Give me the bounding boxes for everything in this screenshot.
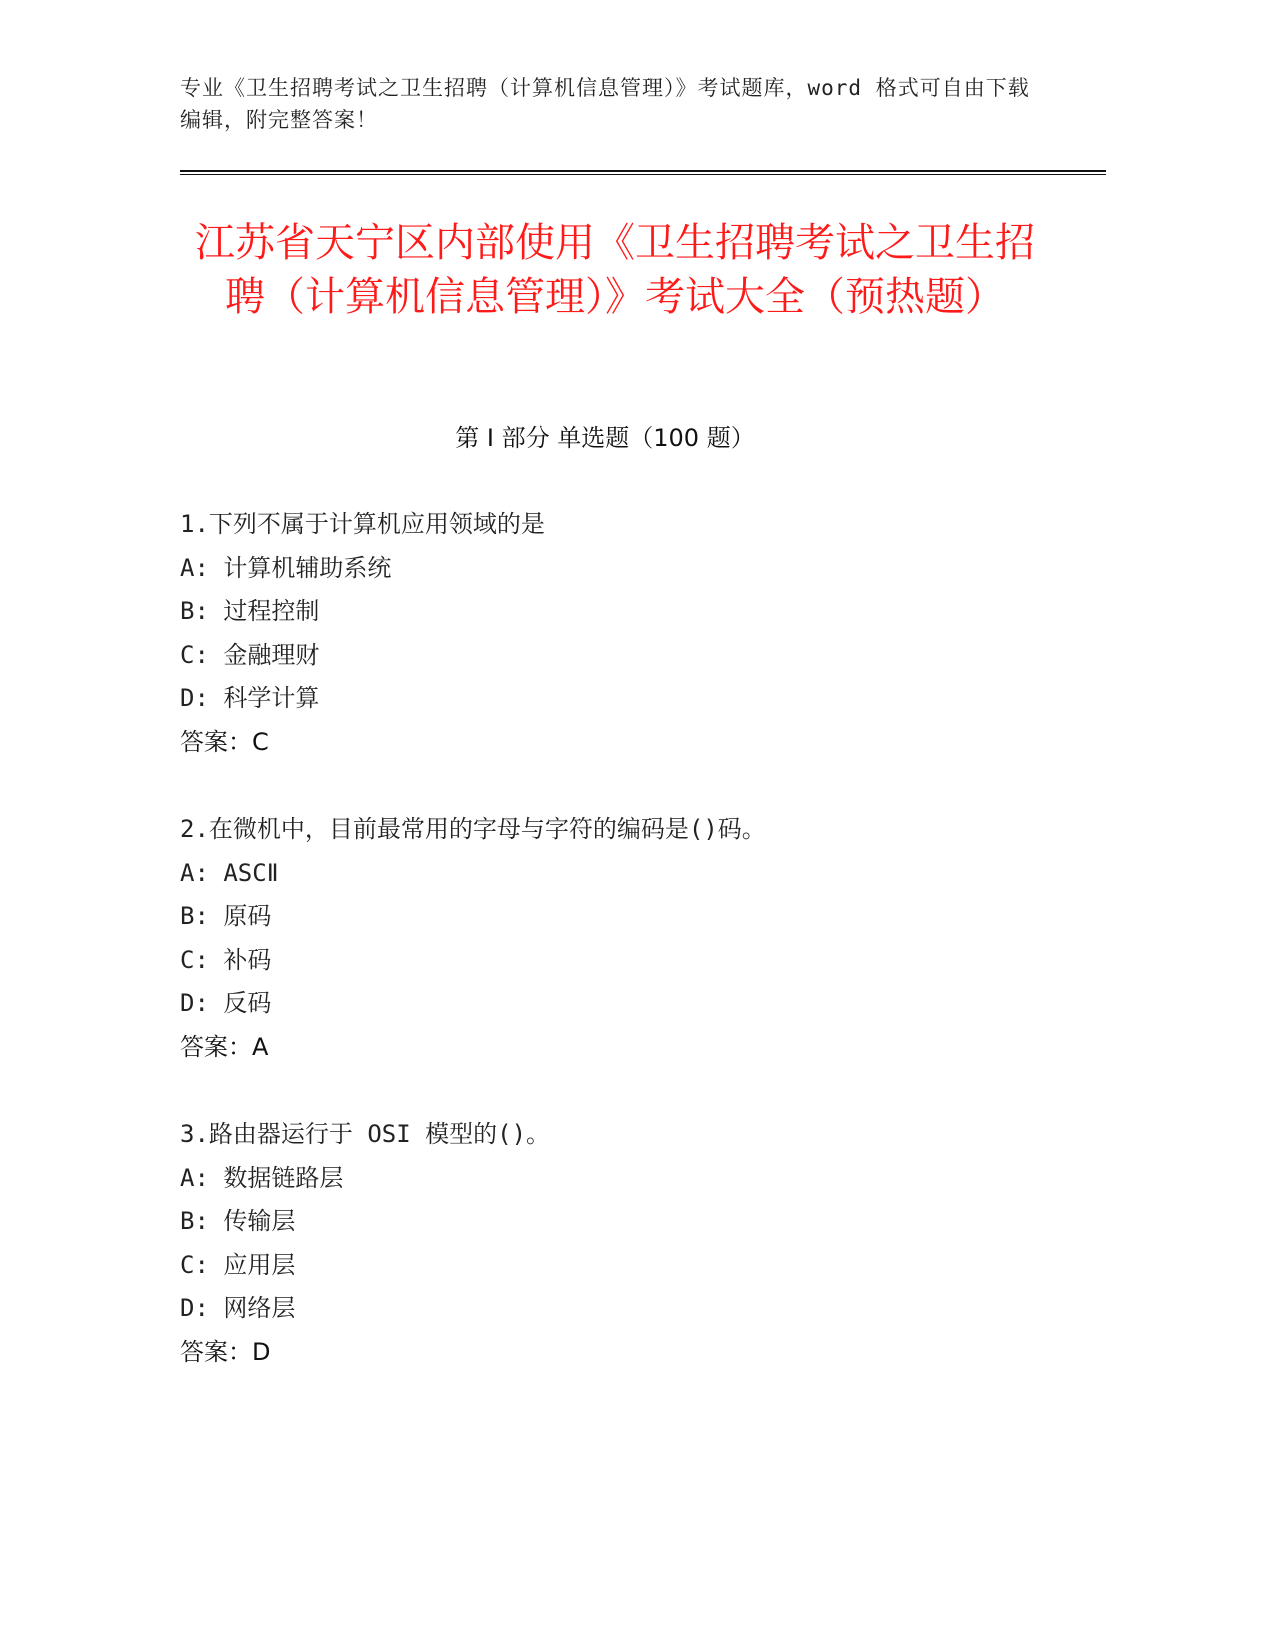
question-stem: 2.在微机中，目前最常用的字母与字符的编码是()码。 (180, 815, 766, 843)
section-heading: 第 I 部分 单选题（100 题） (455, 424, 755, 452)
option-b: B: 传输层 (180, 1207, 296, 1235)
document-title: 江苏省天宁区内部使用《卫生招聘考试之卫生招聘（计算机信息管理）》考试大全（预热题） (195, 220, 1035, 320)
answer: 答案：C (180, 727, 269, 756)
option-a: A: ASCⅡ (180, 858, 279, 887)
option-a: A: 计算机辅助系统 (180, 553, 392, 582)
header-divider (180, 170, 1106, 172)
option-c: C: 应用层 (180, 1250, 296, 1279)
option-c: C: 金融理财 (180, 640, 320, 669)
answer: 答案：D (180, 1337, 271, 1366)
option-b: B: 过程控制 (180, 597, 320, 625)
question-stem: 1.下列不属于计算机应用领域的是 (180, 510, 545, 538)
answer: 答案：A (180, 1032, 269, 1061)
option-b: B: 原码 (180, 902, 272, 930)
question-3 (180, 1113, 1080, 1374)
option-d: D: 网络层 (180, 1294, 296, 1322)
option-d: D: 反码 (180, 989, 272, 1017)
option-c: C: 补码 (180, 945, 272, 974)
intro-text: 专业《卫生招聘考试之卫生招聘（计算机信息管理）》考试题库，word 格式可自由下载编辑，附完整答案！ (180, 76, 1030, 132)
option-a: A: 数据链路层 (180, 1163, 344, 1192)
option-d: D: 科学计算 (180, 684, 320, 712)
question-stem: 3.路由器运行于 OSI 模型的()。 (180, 1120, 551, 1148)
question-2 (180, 808, 1080, 1069)
question-1 (180, 503, 1080, 764)
header-divider-thin (180, 174, 1106, 175)
